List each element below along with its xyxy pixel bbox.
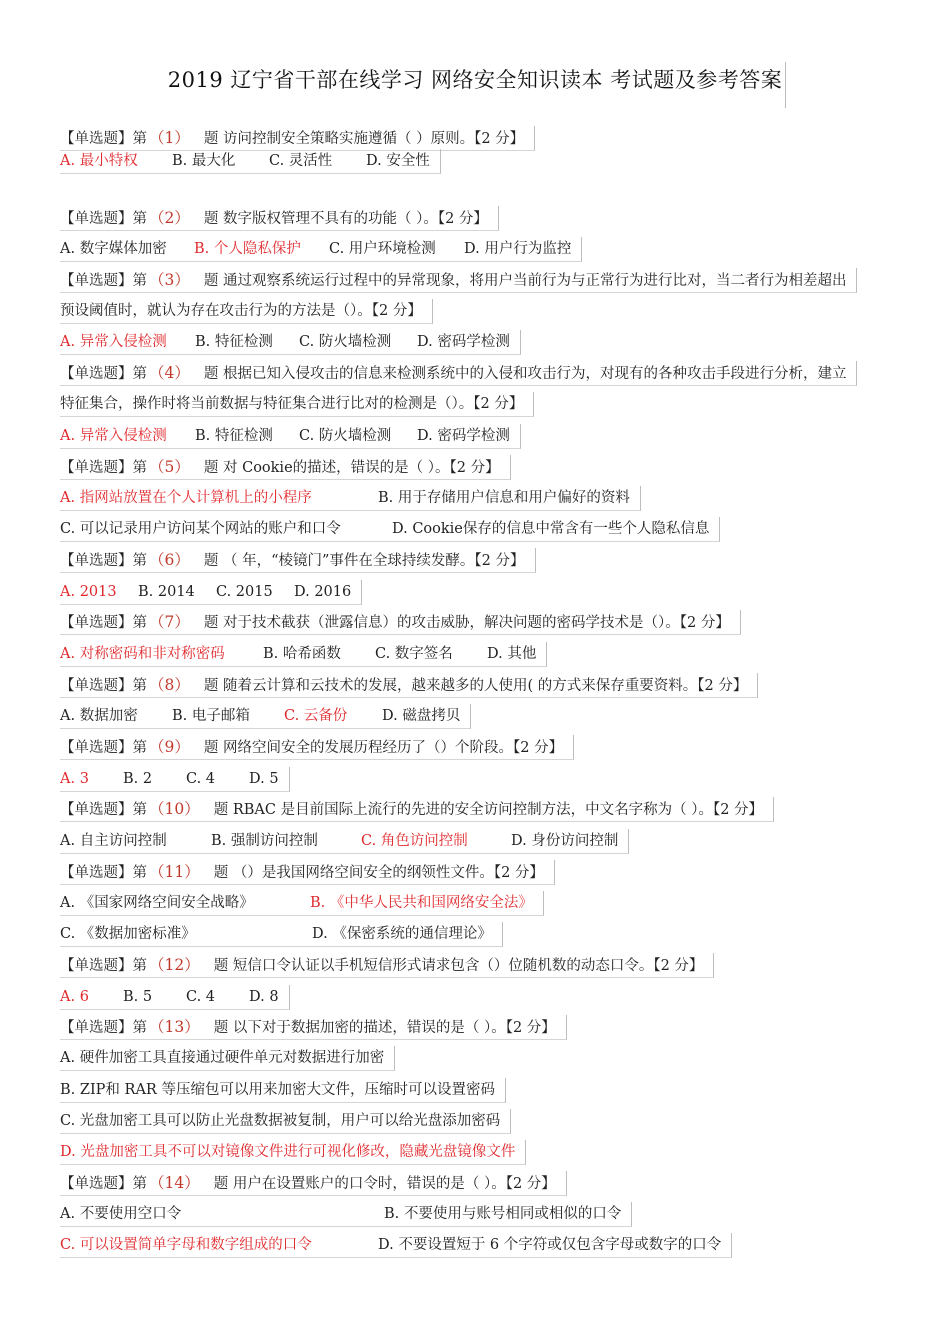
question-score: 【2 分】	[474, 553, 525, 569]
question-8-options	[60, 704, 471, 729]
question-4-options	[60, 424, 521, 449]
question-word: 题	[203, 615, 219, 631]
question-type-label: 【单选题】第	[60, 865, 147, 881]
question-11-stem	[60, 860, 555, 885]
question-6-options	[60, 580, 362, 605]
option-b: B. 2	[123, 771, 153, 787]
option-c: C. 角色访问控制	[361, 833, 468, 849]
question-2-options	[60, 237, 582, 262]
question-11-options-row-2	[60, 922, 503, 947]
question-word: 题	[203, 211, 219, 227]
question-7-stem	[60, 610, 741, 635]
question-score: 【2 分】	[505, 1176, 556, 1192]
option-c: C. 4	[186, 989, 216, 1005]
question-13-option-d-row	[60, 1140, 526, 1165]
question-number: （2）	[149, 209, 190, 227]
option-b: B. 《中华人民共和国网络安全法》	[310, 895, 533, 911]
option-a: A. 自主访问控制	[60, 833, 167, 849]
option-a: A. 异常入侵检测	[60, 334, 167, 350]
option-a: A. 硬件加密工具直接通过硬件单元对数据进行加密	[60, 1050, 385, 1066]
question-12-options	[60, 985, 290, 1010]
question-8-stem	[60, 673, 758, 698]
question-9-options	[60, 767, 290, 792]
option-d: D. 磁盘拷贝	[382, 708, 461, 724]
question-13-stem	[60, 1015, 567, 1040]
question-number: （1）	[149, 129, 190, 147]
question-11-options-row-1	[60, 891, 544, 916]
option-d: D. 用户行为监控	[464, 241, 572, 257]
question-number: （12）	[149, 956, 200, 974]
question-3-options	[60, 330, 521, 355]
question-score: 【2 分】	[437, 211, 488, 227]
question-1-options	[60, 149, 441, 174]
option-a: A. 3	[60, 771, 89, 787]
question-score: 【2 分】	[697, 678, 748, 694]
question-number: （9）	[149, 738, 190, 756]
option-b: B. 哈希函数	[263, 646, 341, 662]
question-type-label: 【单选题】第	[60, 460, 147, 476]
question-14-stem	[60, 1171, 567, 1196]
question-number: （7）	[149, 613, 190, 631]
option-b: B. ZIP和 RAR 等压缩包可以用来加密大文件，压缩时可以设置密码	[60, 1082, 495, 1098]
question-5-options-row-2	[60, 517, 720, 542]
option-d: D. 光盘加密工具不可以对镜像文件进行可视化修改，隐藏光盘镜像文件	[60, 1144, 516, 1160]
option-a: A. 数字媒体加密	[60, 241, 167, 257]
question-number: （10）	[149, 800, 200, 818]
question-4-stem	[60, 361, 857, 386]
option-d: D. 身份访问控制	[511, 833, 619, 849]
option-b: B. 5	[123, 989, 153, 1005]
question-text: 特征集合，操作时将当前数据与特征集合进行比对的检测是（）。	[60, 396, 474, 412]
option-b: B. 特征检测	[195, 428, 273, 444]
question-text: 用户在设置账户的口令时，错误的是（ ）。	[232, 1176, 506, 1192]
question-word: 题	[203, 460, 219, 476]
option-d: D. 其他	[487, 646, 537, 662]
question-type-label: 【单选题】第	[60, 678, 147, 694]
option-b: B. 最大化	[172, 153, 236, 169]
option-d: D. 密码学检测	[417, 334, 510, 350]
option-d: D. 5	[249, 771, 279, 787]
option-c: C. 4	[186, 771, 216, 787]
question-word: 题	[203, 740, 219, 756]
option-a: A. 6	[60, 989, 89, 1005]
question-word: 题	[213, 802, 229, 818]
option-a: A. 不要使用空口令	[60, 1206, 182, 1222]
question-score: 【2 分】	[493, 865, 544, 881]
question-13-option-c-row	[60, 1109, 511, 1134]
question-score: 【2 分】	[371, 303, 422, 319]
question-word: 题	[203, 553, 219, 569]
option-a: A. 最小特权	[60, 153, 138, 169]
option-b: B. 2014	[138, 584, 195, 600]
question-number: （13）	[149, 1018, 200, 1036]
question-word: 题	[213, 1020, 229, 1036]
question-word: 题	[203, 273, 219, 289]
option-c: C. 《数据加密标准》	[60, 926, 196, 942]
question-number: （14）	[149, 1174, 200, 1192]
question-word: 题	[213, 958, 229, 974]
option-d: D. 不要设置短于 6 个字符或仅包含字母或数字的口令	[378, 1237, 722, 1253]
option-d: D. 密码学检测	[417, 428, 510, 444]
option-a: A. 《国家网络空间安全战略》	[60, 895, 254, 911]
option-d: D. 《保密系统的通信理论》	[312, 926, 492, 942]
option-c: C. 数字签名	[375, 646, 453, 662]
document-title: 2019 辽宁省干部在线学习 网络安全知识读本 考试题及参考答案	[167, 68, 783, 92]
question-text: 访问控制安全策略实施遵循（ ）原则。	[222, 131, 475, 147]
option-c: C. 用户环境检测	[329, 241, 436, 257]
question-5-options-row-1	[60, 486, 641, 511]
option-d: D. Cookie保存的信息中常含有一些个人隐私信息	[392, 521, 710, 537]
option-d: D. 8	[249, 989, 279, 1005]
question-number: （3）	[149, 271, 190, 289]
option-c: C. 可以记录用户访问某个网站的账户和口令	[60, 521, 341, 537]
question-type-label: 【单选题】第	[60, 273, 147, 289]
option-c: C. 防火墙检测	[299, 428, 392, 444]
question-text: 数字版权管理不具有的功能（ ）。	[222, 211, 438, 227]
question-text: 预设阈值时，就认为存在攻击行为的方法是（）。	[60, 303, 372, 319]
option-a: A. 2013	[60, 584, 117, 600]
option-b: B. 用于存储用户信息和用户偏好的资料	[378, 490, 630, 506]
question-type-label: 【单选题】第	[60, 211, 147, 227]
question-type-label: 【单选题】第	[60, 740, 147, 756]
question-12-stem	[60, 953, 714, 978]
question-text: 以下对于数据加密的描述，错误的是（ ）。	[232, 1020, 506, 1036]
question-13-option-b-row	[60, 1078, 506, 1103]
question-14-options-row-1	[60, 1202, 632, 1227]
option-a: A. 指网站放置在个人计算机上的小程序	[60, 490, 312, 506]
question-text: 对于技术截获（泄露信息）的攻击威胁，解决问题的密码学技术是（）。	[222, 615, 680, 631]
question-score: 【2 分】	[679, 615, 730, 631]
question-number: （6）	[149, 551, 190, 569]
question-score: 【2 分】	[653, 958, 704, 974]
question-text: 随着云计算和云技术的发展，越来越多的人使用( 的方式来保存重要资料。	[222, 678, 698, 694]
question-number: （4）	[149, 364, 190, 382]
question-5-stem	[60, 455, 511, 480]
question-text: 对 Cookie的描述，错误的是（ ）。	[222, 460, 450, 476]
question-word: 题	[203, 366, 219, 382]
question-text: 根据已知入侵攻击的信息来检测系统中的入侵和攻击行为，对现有的各种攻击手段进行分析，建立	[222, 366, 847, 382]
question-14-options-row-2	[60, 1233, 732, 1258]
option-c: C. 防火墙检测	[299, 334, 392, 350]
option-b: B. 个人隐私保护	[194, 241, 301, 257]
question-type-label: 【单选题】第	[60, 131, 147, 147]
option-c: C. 云备份	[284, 708, 348, 724]
option-b: B. 强制访问控制	[211, 833, 318, 849]
question-10-stem	[60, 797, 774, 822]
option-a: A. 数据加密	[60, 708, 138, 724]
question-number: （5）	[149, 458, 190, 476]
option-d: D. 2016	[294, 584, 352, 600]
question-type-label: 【单选题】第	[60, 958, 147, 974]
question-2-stem	[60, 206, 499, 231]
question-4-stem-continued	[60, 392, 534, 417]
question-text: 网络空间安全的发展历程经历了（）个阶段。	[222, 740, 513, 756]
option-c: C. 2015	[216, 584, 273, 600]
option-c: C. 灵活性	[269, 153, 333, 169]
question-word: 题	[213, 865, 229, 881]
option-b: B. 电子邮箱	[172, 708, 250, 724]
question-3-stem-continued	[60, 299, 433, 324]
question-text: RBAC 是目前国际上流行的先进的安全访问控制方法，中文名字称为（ ）。	[232, 802, 713, 818]
question-type-label: 【单选题】第	[60, 553, 147, 569]
question-9-stem	[60, 735, 574, 760]
question-score: 【2 分】	[505, 1020, 556, 1036]
option-a: A. 异常入侵检测	[60, 428, 167, 444]
question-3-stem	[60, 268, 857, 293]
question-text: （ 年，“棱镜门”事件在全球持续发酵。	[222, 553, 475, 569]
question-word: 题	[203, 131, 219, 147]
option-c: C. 可以设置简单字母和数字组成的口令	[60, 1237, 312, 1253]
question-score: 【2 分】	[512, 740, 564, 756]
option-b: B. 特征检测	[195, 334, 273, 350]
question-score: 【2 分】	[449, 460, 500, 476]
question-score: 【2 分】	[473, 396, 524, 412]
question-10-options	[60, 829, 629, 854]
option-a: A. 对称密码和非对称密码	[60, 646, 225, 662]
question-text: 通过观察系统运行过程中的异常现象，将用户当前行为与正常行为进行比对，当二者行为相差超出	[222, 273, 847, 289]
question-text: 短信口令认证以手机短信形式请求包含（）位随机数的动态口令。	[232, 958, 654, 974]
question-score: 【2 分】	[712, 802, 764, 818]
question-type-label: 【单选题】第	[60, 1020, 147, 1036]
question-text: （）是我国网络空间安全的纲领性文件。	[232, 865, 494, 881]
question-number: （8）	[149, 676, 190, 694]
question-word: 题	[213, 1176, 229, 1192]
option-b: B. 不要使用与账号相同或相似的口令	[384, 1206, 622, 1222]
question-1-stem	[60, 126, 535, 151]
question-number: （11）	[149, 863, 200, 881]
question-score: 【2 分】	[474, 131, 525, 147]
question-6-stem	[60, 548, 536, 573]
title-rule	[785, 62, 786, 108]
question-type-label: 【单选题】第	[60, 1176, 147, 1192]
question-13-option-a-row	[60, 1046, 395, 1071]
question-type-label: 【单选题】第	[60, 802, 147, 818]
question-7-options	[60, 642, 547, 667]
question-word: 题	[203, 678, 219, 694]
option-c: C. 光盘加密工具可以防止光盘数据被复制，用户可以给光盘添加密码	[60, 1113, 501, 1129]
option-d: D. 安全性	[366, 153, 430, 169]
question-type-label: 【单选题】第	[60, 615, 147, 631]
question-type-label: 【单选题】第	[60, 366, 147, 382]
